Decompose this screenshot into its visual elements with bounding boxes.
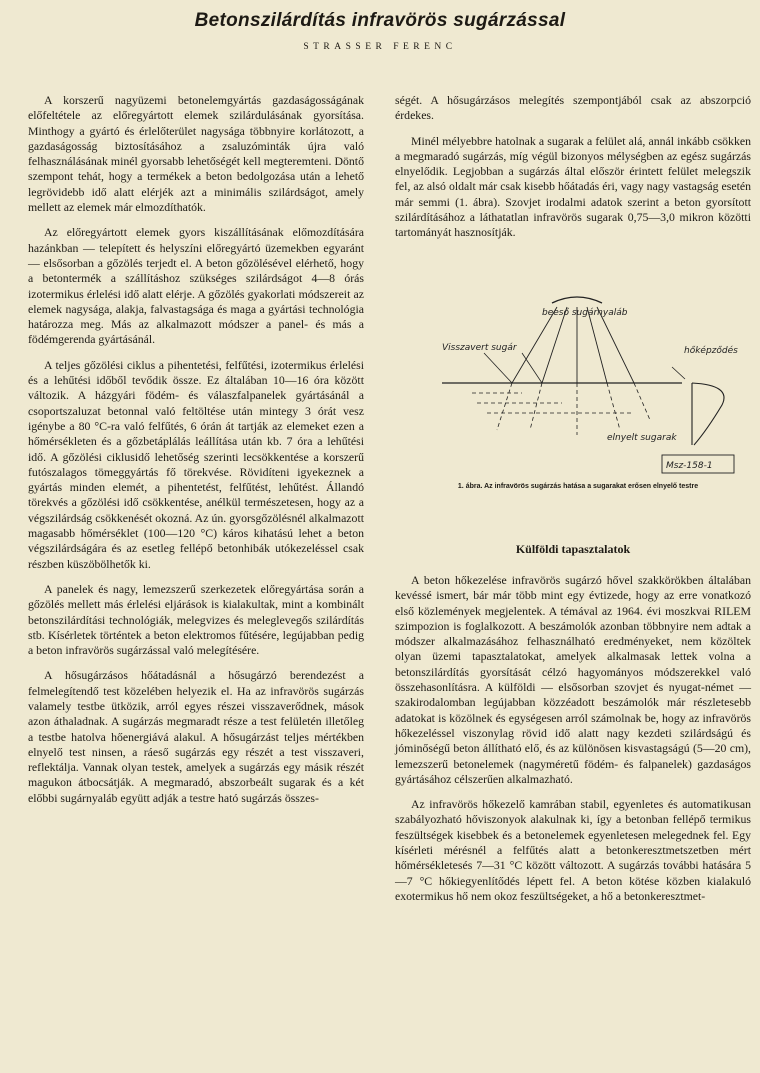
paragraph: A hősugárzásos hőátadásnál a hősugárzó berendezést a felmelegítendő test közelében helyezik el. Ha az infravörös sugárzás valamely testbe ütközik, arról egyes részei visszaverődnek, mások azon áthaladnak. A sugárzás megmaradt része a test felületén illetőleg a testbe hatolva hőenergiává alakul. A hősugárzást teljes mértékben elnyelő test ninsen, a ráeső sugárzás egy részét a test visszaveri, reflektálja. Vannak olyan testek, amelyek a sugárzás egy másik részét magukon átbocsátják. A megmaradó, abszorbeált sugarak és a két előbbi sugárnyaláb együtt adják a testre ható sugárzás összes- — [28, 668, 364, 805]
left-column — [28, 93, 364, 806]
label-absorbed: elnyelt sugarak — [607, 433, 677, 443]
reflected-rays — [484, 353, 542, 383]
figure-stamp: Msz-158-1 — [666, 461, 713, 471]
paragraph: Az előregyártott elemek gyors kiszállításának előmozdítására hazánkban — telepített és helyszíni előregyártó üzemekben egyaránt — elsősorban a gőzölés terjedt el. A beton gőzölésével elérhető, hogy a betontermék a szállításhoz szükséges szilárdságot 4—8 órás izotermikus érlelési idő alatt elérje. A gőzölés gyakorlati módszereit az elemek nagysága, alakja, falvastagsága és maga a gyártási technológia határozza meg. Más az alkalmazott módszer a panel- és más a födémgerenda gyártásánál. — [28, 225, 364, 347]
paragraph: A beton hőkezelése infravörös sugárzó hővel szakkörökben általában kevéssé ismert, bár már több mint egy évtizede, hogy az erre vonatkozó első közlemények megjelentek. A témával az 1964. évi moszkvai RILEM szimpozion is foglalkozott. A beszámolók azonban többnyire nem adtak a módszer alkalmazásához felhasználható eredményeket, nem közöltek olyan üzemi tapasztalatokat, amelyek alkalmasak lettek volna a betonszilárdítás gyorsítását célzó hagyományos módszerekkel való összehasonlításra. A külföldi — elsősorban szovjet és nyugat-német — szakirodalomban legújabban közzéadott beszámolók már részletesebb adatokat is közölnek és egységesen arról számolnak be, hogy az infravörös hőkezeléssel viszonylag rövid idő alatt nagy kezdeti szilárdságú és jóminőségű beton állítható elő, és az különösen kisvastagságú (5—20 cm), lemezszerű betonelemek (nagyméretű födém- és falpanelek) gazdaságos gyártásához célszerűen alkalmazható. — [395, 573, 751, 786]
incident-rays — [512, 307, 634, 383]
heat-arrow — [672, 367, 685, 379]
absorbed-rays — [472, 383, 650, 435]
label-reflected: Visszavert sugár — [442, 343, 517, 353]
section-heading: Külföldi tapasztalatok — [515, 542, 631, 556]
label-heat: hőképződés — [684, 346, 738, 356]
paragraph: Az infravörös hőkezelő kamrában stabil, egyenletes és automatikusan szabályozható hőviszonyok alakulnak ki, így a betonban fellépő termikus feszültségek kisebbek és a betonelemek egyenletesen melegednek fel. Egy kísérleti mérésnél a felfűtés alatt a betonkeresztmetszetben mért hőmérsékletesés 7—31 °C között változott. A sugárzás további hatására 5—7 °C hőkiegyenlítődés lépett fel. A beton kötése közben kialakuló exotermikus hő nem okoz feszültségeket, a hő a betonkeresztmet- — [395, 797, 751, 903]
paragraph: A teljes gőzölési ciklus a pihentetési, felfűtési, izotermikus érlelési és a lehűtési időből tevődik össze. Ez általában 10—16 óra között változik. A házgyári födém- és válaszfalpanelek gyártásánál a csoportszaluzat betonnal való feltöltése után mintegy 3 órát vesz igénybe a 80 °C-ra való felfűtés, 6 órán át tartják az elemeket ezen a hőmérsékleten és a gőzbetáplálás leállítása után kb. 7 óra a lehűtési idő. A gőzölési ciklusidő lehetőség szerinti lecsökkentése a korszerű futószalagos tömeggyártás fő törekvése. Rövidíteni igyekeznek a gyártás minden elemét, a pihentetést, felfűtést, lehűtést. Állandó törekvés a gőzölési idő csökkentése, anélkül természetesen, hogy az a végszilárdság csökkenését okozná. Az ún. gyorsgőzölésnél alkalmazott magasabb hőmérséklet (100—120 °C) káros kihatású lehet a beton végszilárdságára és az esetleg fellépő betonhibák utókezeléssel csak részben küszöbölhetők ki. — [28, 357, 364, 571]
paragraph: A korszerű nagyüzemi betonelemgyártás gazdaságosságának előfeltétele az előregyártott elemek szilárdulásának gyorsítása. Minthogy a gyártó és érlelőterület nagysága többnyire korlátozott, a gazdaságosság biztosításához a zsaluzóminták újra való felhasználásának minél gyorsabb lehetőségét kell megteremteni. Döntő szempont tehát, hogy a termékek a beton bedolgozása után a lehető legrövidebb idő alatt elérjék azt a minimális szilárdságot, amely mellett az elemek már elmozdíthatók. — [28, 93, 364, 215]
right-column-top — [395, 93, 751, 251]
figure-caption: 1. ábra. Az infravörös sugárzás hatása a sugarakat erősen elnyelő testre — [457, 483, 699, 490]
article-title: Betonszilárdítás infravörös sugárzással — [194, 10, 566, 31]
paragraph: A panelek és nagy, lemezszerű szerkezetek előregyártása során a gőzölés mellett más érlelési eljárások is kialakultak, mint a kombinált betonszilárdítási technológiák, melegvizes és meleglevegős szilárdítás stb. Kísérletek történtek a beton elektromos fűtésére, legújabban pedig a beton infravörös sugárzással való melegítésére. — [28, 581, 364, 658]
radiator-icon — [552, 297, 602, 303]
author-name: STRASSER FERENC — [303, 42, 457, 52]
label-radiator: beeső sugárnyaláb — [542, 308, 628, 318]
paragraph: ségét. A hősugárzásos melegítés szempontjából csak az abszorpció érdekes. — [395, 93, 751, 123]
infrared-absorption-figure — [402, 295, 748, 480]
paragraph: Minél mélyebbre hatolnak a sugarak a felület alá, annál inkább csökken a megmaradó sugárzás, míg végül bizonyos mélységben az egész sugárzás elnyelődik. Legjobban a sugárzás által először érintett felület melegszik fel, az alsó oldalt már csak kisebb hőátadás éri, vagy nagy vastagság esetén már semmi (1. ábra). Szovjet irodalmi adatok szerint a beton gyorsított szilárdításához a láthatatlan infravörös sugarak 0,75—3,0 mikron közötti tartományát hasznosítják. — [395, 133, 751, 240]
heat-profile-curve — [692, 383, 724, 445]
right-column-bottom — [395, 573, 751, 904]
